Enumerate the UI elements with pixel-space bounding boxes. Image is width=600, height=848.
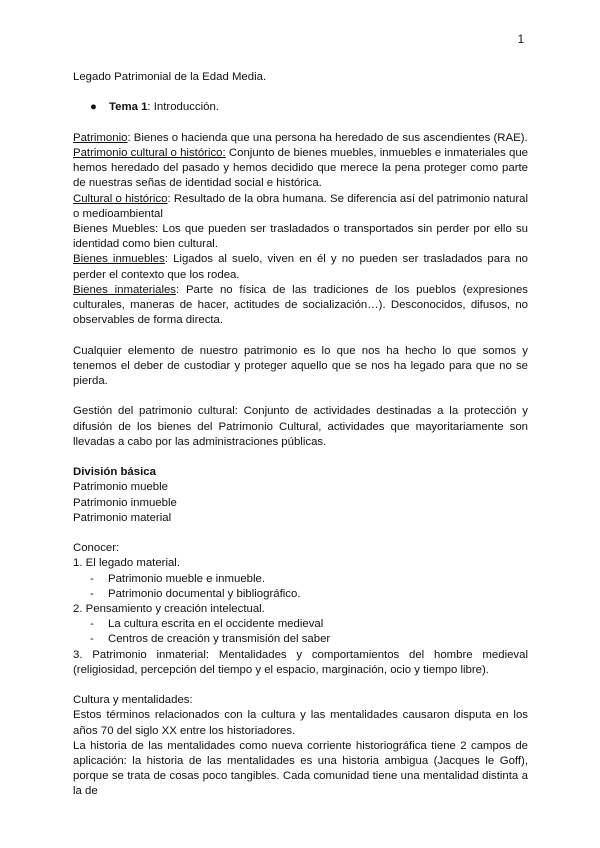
cultura-heading: Cultura y mentalidades:	[73, 694, 193, 707]
def-cultural	[73, 192, 528, 222]
para-gestion: Gestión del patrimonio cultural: Conjunto de actividades destinadas a la protección y difusión de los bienes del Patrimonio Cultural, actividades que mayoritariamente son llevadas a cabo por las administraciones públicas.	[73, 405, 528, 448]
def-patrimonio-cultural	[73, 146, 528, 192]
topic-text: : Introducción.	[147, 101, 219, 114]
para-elemento: Cualquier elemento de nuestro patrimonio es lo que nos ha hecho lo que somos y tenemos el deber de custodiar y proteger aquello que se nos ha legado para que no se pierda.	[73, 344, 528, 388]
conocer-sub-item: - La cultura escrita en el occidente medieval	[73, 617, 528, 632]
def-text: : Parte no física de las tradiciones de los pueblos (expresiones culturales, maneras de hacer, actitudes de socialización…). Desconocidos, difusos, no observables de forma directa.	[73, 283, 529, 327]
dash-icon: -	[90, 633, 94, 646]
cultura-para-1: Estos términos relacionados con la cultura y las mentalidades causaron disputa en los años 70 del siglo XX entre los historiadores.	[73, 709, 528, 737]
topic-line	[73, 100, 528, 115]
def-term: Bienes inmateriales	[73, 283, 177, 296]
def-text: Bienes Muebles: Los que pueden ser trasladados o transportados sin perder por ello su identidad como bien cultural.	[73, 223, 528, 251]
dash-icon: -	[90, 587, 94, 600]
conocer-sub-item: - Patrimonio mueble e inmueble.	[73, 572, 528, 587]
def-text: Conjunto de bienes muebles, inmuebles e inmateriales que hemos heredado del pasado y hemos decidido que merece la pena proteger como parte de nuestras señas de identidad social e histórica.	[73, 146, 528, 190]
conocer-item-3: 3. Patrimonio inmaterial: Mentalidades y comportamientos del hombre medieval (religiosidad, percepción del tiempo y el espacio, marginación, ocio y tiempo libre).	[73, 648, 528, 676]
def-text: : Bienes o hacienda que una persona ha heredado de sus ascendientes (RAE).	[127, 131, 528, 144]
def-term: Cultural o histórico	[73, 192, 168, 205]
def-text: : Ligados al suelo, viven en él y no pueden ser trasladados para no perder el contexto que los rodea.	[73, 253, 528, 281]
page-number: 1	[517, 34, 524, 46]
division-item: Patrimonio mueble	[73, 481, 168, 494]
document-title: Legado Patrimonial de la Edad Media.	[73, 71, 267, 83]
cultura-para-2: La historia de las mentalidades como nueva corriente historiográfica tiene 2 campos de aplicación: la historia de las mentalidades es una historia ambigua (Jacques le Goff), porque se trata de cosas poco tangibles. Cada comunidad tiene una mentalidad distinta a la de	[73, 739, 528, 798]
document-body	[73, 70, 528, 800]
conocer-heading: Conocer:	[73, 542, 120, 555]
conocer-item-1: 1. El legado material.	[73, 557, 181, 570]
division-item: Patrimonio inmueble	[73, 496, 177, 509]
def-term: Patrimonio	[73, 131, 128, 144]
def-text: : Resultado de la obra humana. Se diferencia así del patrimonio natural o medioambiental	[73, 192, 528, 220]
def-term: Patrimonio cultural o histórico:	[73, 146, 226, 159]
def-bienes-muebles	[73, 222, 528, 252]
topic-label: Tema 1	[109, 101, 148, 114]
dash-icon: -	[90, 572, 94, 585]
def-bienes-inmateriales	[73, 283, 528, 329]
division-heading: División básica	[73, 466, 156, 479]
def-bienes-inmuebles	[73, 252, 528, 282]
bullet-icon: ●	[90, 101, 97, 114]
division-item: Patrimonio material	[73, 511, 172, 524]
def-term: Bienes inmuebles	[73, 253, 165, 266]
def-patrimonio	[73, 131, 528, 146]
conocer-sub-item: - Patrimonio documental y bibliográfico.	[73, 587, 528, 602]
conocer-sub-item: - Centros de creación y transmisión del saber	[73, 632, 528, 647]
conocer-item-2: 2. Pensamiento y creación intelectual.	[73, 603, 265, 616]
dash-icon: -	[90, 618, 94, 631]
